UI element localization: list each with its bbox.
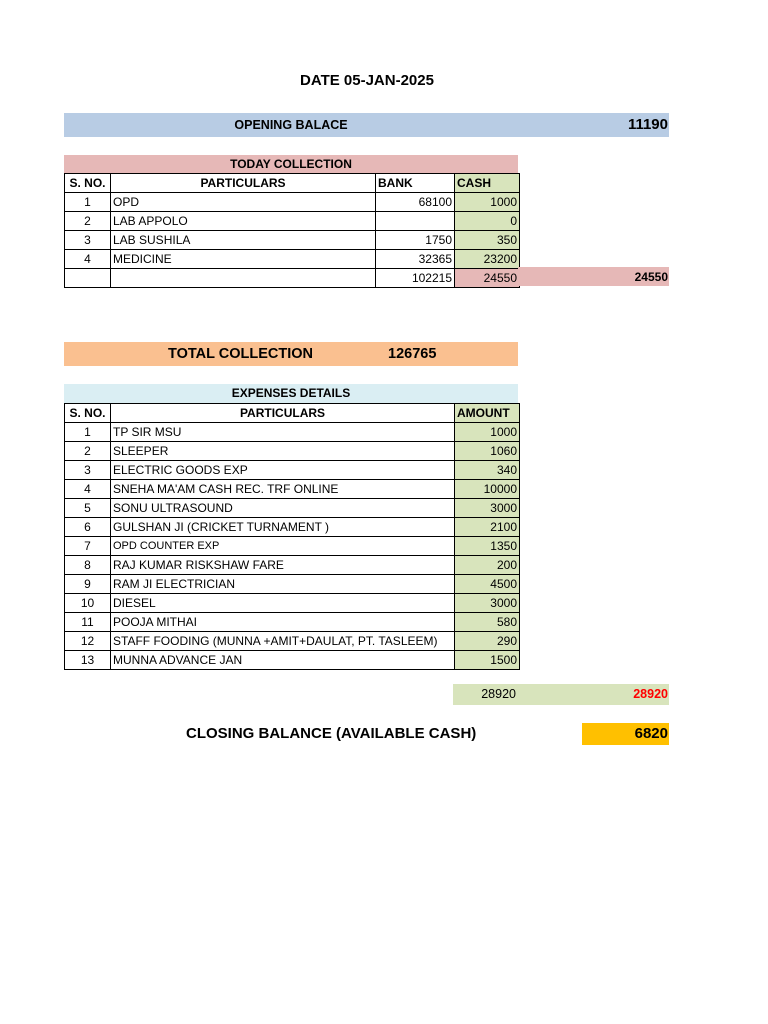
row-particulars: RAJ KUMAR RISKSHAW FARE [111, 556, 455, 575]
row-sno: 4 [65, 250, 111, 269]
row-particulars: STAFF FOODING (MUNNA +AMIT+DAULAT, PT. TASLEEM) [111, 632, 455, 651]
opening-balance-value: 11190 [627, 116, 668, 133]
row-sno: 6 [65, 518, 111, 537]
today-collection-title: TODAY COLLECTION [64, 155, 518, 173]
row-sno: 3 [65, 231, 111, 250]
row-amount: 340 [455, 461, 520, 480]
row-amount: 1060 [455, 442, 520, 461]
date-title: DATE 05-JAN-2025 [300, 72, 434, 89]
expenses-header-row [65, 404, 520, 423]
row-amount: 10000 [455, 480, 520, 499]
row-sno: 1 [65, 423, 111, 442]
row-sno: 8 [65, 556, 111, 575]
row-sno: 7 [65, 537, 111, 556]
row-amount: 2100 [455, 518, 520, 537]
expenses-total: 28920 [481, 687, 516, 701]
opening-balance-label: OPENING BALACE [234, 118, 348, 132]
row-amount: 290 [455, 632, 520, 651]
expenses-total-red: 28920 [633, 687, 668, 701]
row-amount: 4500 [455, 575, 520, 594]
header-sno: S. NO. [65, 404, 111, 423]
total-cash: 24550 [455, 269, 520, 288]
table-row [65, 556, 520, 575]
header-cash: CASH [455, 174, 520, 193]
row-particulars: OPD [111, 193, 376, 212]
table-row [65, 651, 520, 670]
total-collection-value: 126765 [388, 346, 437, 362]
row-sno: 12 [65, 632, 111, 651]
table-row [65, 518, 520, 537]
row-particulars: LAB APPOLO [111, 212, 376, 231]
table-row [65, 212, 520, 231]
table-row [65, 480, 520, 499]
table-row [65, 442, 520, 461]
table-row [65, 537, 520, 556]
row-amount: 3000 [455, 499, 520, 518]
row-sno: 4 [65, 480, 111, 499]
closing-balance-label: CLOSING BALANCE (AVAILABLE CASH) [186, 725, 477, 742]
row-particulars: TP SIR MSU [111, 423, 455, 442]
table-row [65, 499, 520, 518]
collection-header-row [65, 174, 520, 193]
row-particulars: SONU ULTRASOUND [111, 499, 455, 518]
collection-total-row [65, 269, 520, 288]
row-particulars: SNEHA MA'AM CASH REC. TRF ONLINE [111, 480, 455, 499]
header-amount: AMOUNT [455, 404, 520, 423]
table-row [65, 594, 520, 613]
total-row-empty-particulars [111, 269, 376, 288]
closing-balance-value: 6820 [634, 725, 668, 742]
row-particulars: GULSHAN JI (CRICKET TURNAMENT ) [111, 518, 455, 537]
table-row [65, 461, 520, 480]
row-sno: 2 [65, 212, 111, 231]
row-sno: 10 [65, 594, 111, 613]
row-sno: 11 [65, 613, 111, 632]
row-particulars: SLEEPER [111, 442, 455, 461]
row-particulars: POOJA MITHAI [111, 613, 455, 632]
total-bank: 102215 [376, 269, 455, 288]
table-row [65, 613, 520, 632]
row-cash: 1000 [455, 193, 520, 212]
row-cash: 0 [455, 212, 520, 231]
header-sno: S. NO. [65, 174, 111, 193]
row-sno: 9 [65, 575, 111, 594]
row-cash: 350 [455, 231, 520, 250]
expenses-title: EXPENSES DETAILS [64, 384, 518, 403]
row-particulars: OPD COUNTER EXP [111, 537, 455, 556]
row-bank [376, 212, 455, 231]
table-row [65, 193, 520, 212]
table-row [65, 250, 520, 269]
row-bank: 68100 [376, 193, 455, 212]
row-particulars: DIESEL [111, 594, 455, 613]
header-particulars: PARTICULARS [111, 404, 455, 423]
table-row [65, 632, 520, 651]
row-particulars: LAB SUSHILA [111, 231, 376, 250]
collection-table [64, 173, 520, 288]
row-sno: 13 [65, 651, 111, 670]
row-bank: 1750 [376, 231, 455, 250]
table-row [65, 231, 520, 250]
table-row [65, 423, 520, 442]
row-cash: 23200 [455, 250, 520, 269]
row-bank: 32365 [376, 250, 455, 269]
row-amount: 1350 [455, 537, 520, 556]
row-amount: 3000 [455, 594, 520, 613]
row-amount: 580 [455, 613, 520, 632]
row-sno: 1 [65, 193, 111, 212]
cash-carry-value: 24550 [634, 270, 668, 284]
total-collection-label: TOTAL COLLECTION [168, 346, 313, 362]
row-sno: 2 [65, 442, 111, 461]
header-particulars: PARTICULARS [111, 174, 376, 193]
header-bank: BANK [376, 174, 455, 193]
row-amount: 200 [455, 556, 520, 575]
row-particulars: RAM JI ELECTRICIAN [111, 575, 455, 594]
row-particulars: MUNNA ADVANCE JAN [111, 651, 455, 670]
row-amount: 1000 [455, 423, 520, 442]
total-row-empty-sno [65, 269, 111, 288]
row-particulars: ELECTRIC GOODS EXP [111, 461, 455, 480]
table-row [65, 575, 520, 594]
row-sno: 3 [65, 461, 111, 480]
row-sno: 5 [65, 499, 111, 518]
expenses-table [64, 403, 520, 670]
row-particulars: MEDICINE [111, 250, 376, 269]
row-amount: 1500 [455, 651, 520, 670]
